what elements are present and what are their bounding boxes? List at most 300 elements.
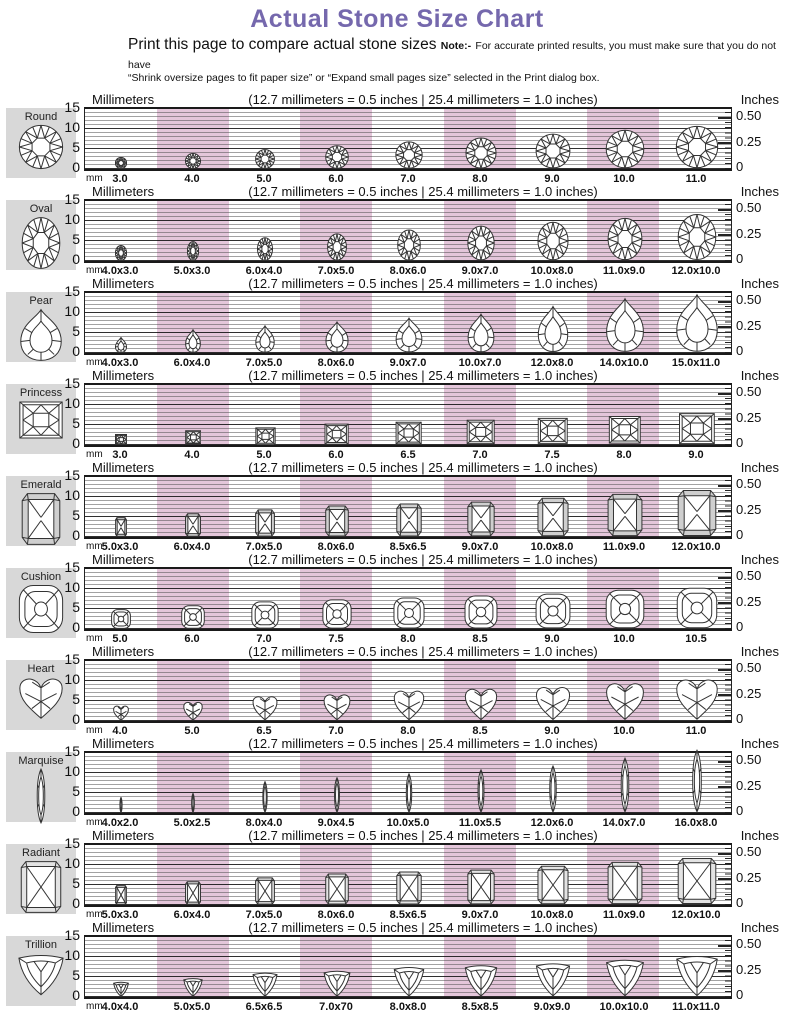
- size-label: 8.5x6.5: [372, 541, 444, 553]
- size-label: 11.0x9.0: [588, 541, 660, 553]
- mm-tick-0: 0: [56, 528, 80, 542]
- inches-header: Inches: [741, 460, 779, 475]
- size-label: 8.0: [372, 725, 444, 737]
- inch-tick-mark-025: [718, 326, 731, 328]
- note-label: Note:-: [441, 40, 471, 52]
- millimeters-header: Millimeters: [92, 184, 154, 199]
- mm-tick-0: 0: [56, 712, 80, 726]
- size-label: 7.0: [300, 725, 372, 737]
- heart-stone-illustration: [535, 685, 571, 721]
- size-label: 8.0x6.0: [300, 541, 372, 553]
- princess-stone-illustration: [395, 421, 422, 445]
- inch-tick-050: 0.50: [736, 661, 761, 675]
- chart-header: [84, 92, 732, 107]
- size-label: 4.0x2.0: [84, 817, 156, 829]
- inch-ruler-ticks: [725, 848, 731, 905]
- shape-row: [0, 644, 794, 736]
- stone-size-chart-page: [0, 6, 794, 1030]
- chart-header: [84, 828, 732, 843]
- inches-header: Inches: [741, 552, 779, 567]
- inches-header: Inches: [741, 736, 779, 751]
- mm-tick-10: 10: [56, 580, 80, 594]
- shape-row: [0, 828, 794, 920]
- inch-tick-0: 0: [736, 160, 743, 174]
- heart-stone-illustration: [113, 705, 129, 721]
- ruler-chart: [84, 276, 732, 369]
- ruler-plot: [84, 751, 732, 815]
- size-label: 12.0x10.0: [660, 541, 732, 553]
- conversion-note: (12.7 millimeters = 0.5 inches | 25.4 millimeters = 1.0 inches): [84, 368, 762, 383]
- shape-name: Round: [6, 108, 76, 123]
- mm-tick-0: 0: [56, 896, 80, 910]
- size-label: 6.0x4.0: [156, 909, 228, 921]
- round-stone-illustration: [255, 149, 275, 169]
- size-labels-row: [84, 999, 732, 1013]
- inch-tick-025: 0.25: [736, 595, 761, 609]
- millimeters-header: Millimeters: [92, 552, 154, 567]
- inch-tick-mark-050: [718, 117, 731, 119]
- shape-row: [0, 552, 794, 644]
- inch-ruler-ticks: [725, 940, 731, 997]
- mm-tick-0: 0: [56, 160, 80, 174]
- size-label: 6.0x4.0: [156, 357, 228, 369]
- cushion-stone-illustration: [181, 605, 205, 629]
- size-label: 8.5: [444, 633, 516, 645]
- size-label: 12.0x10.0: [660, 909, 732, 921]
- trillion-stone-illustration: [605, 957, 645, 997]
- size-label: 9.0: [660, 449, 732, 461]
- trillion-stone-illustration: [393, 965, 425, 997]
- shape-row: [0, 460, 794, 552]
- mm-tick-5: 5: [56, 140, 80, 154]
- inch-ruler-ticks: [725, 112, 731, 169]
- round-stone-illustration: [675, 125, 719, 169]
- inch-tick-0: 0: [736, 712, 743, 726]
- mm-tick-0: 0: [56, 436, 80, 450]
- size-labels-row: [84, 263, 732, 277]
- size-label: 4.0: [156, 173, 228, 185]
- marquise-stone-illustration: [470, 769, 492, 813]
- inches-header: Inches: [741, 368, 779, 383]
- cushion-stone-illustration: [464, 595, 498, 629]
- cushion-stone-illustration: [605, 589, 645, 629]
- size-label: 8.0: [444, 173, 516, 185]
- size-label: 12.0x10.0: [660, 265, 732, 277]
- oval-stone-illustration: [187, 241, 199, 261]
- radiant-stone-illustration: [467, 869, 495, 905]
- conversion-note: (12.7 millimeters = 0.5 inches | 25.4 millimeters = 1.0 inches): [84, 920, 762, 935]
- size-label: 12.0x6.0: [516, 817, 588, 829]
- mm-tick-10: 10: [56, 396, 80, 410]
- size-label: 6.5x6.5: [228, 1001, 300, 1013]
- shape-name: Marquise: [6, 752, 76, 767]
- inch-tick-025: 0.25: [736, 963, 761, 977]
- conversion-note: (12.7 millimeters = 0.5 inches | 25.4 millimeters = 1.0 inches): [84, 276, 762, 291]
- size-label: 5.0: [228, 449, 300, 461]
- mm-unit-label: mm: [86, 449, 103, 460]
- mm-tick-5: 5: [56, 876, 80, 890]
- millimeters-header: Millimeters: [92, 920, 154, 935]
- subtitle: Print this page to compare actual stone sizes: [128, 36, 436, 53]
- size-label: 7.0: [444, 449, 516, 461]
- oval-stone-illustration: [607, 217, 643, 261]
- size-label: 8.0: [588, 449, 660, 461]
- ruler-plot: [84, 107, 732, 171]
- inch-tick-0: 0: [736, 436, 743, 450]
- inch-ruler-ticks: [725, 480, 731, 537]
- size-label: 7.0x5.0: [228, 357, 300, 369]
- inch-tick-050: 0.50: [736, 293, 761, 307]
- ruler-plot: [84, 475, 732, 539]
- inches-header: Inches: [741, 184, 779, 199]
- conversion-note: (12.7 millimeters = 0.5 inches | 25.4 millimeters = 1.0 inches): [84, 736, 762, 751]
- radiant-stone-illustration: [607, 861, 643, 905]
- size-label: 9.0: [516, 633, 588, 645]
- conversion-note: (12.7 millimeters = 0.5 inches | 25.4 millimeters = 1.0 inches): [84, 92, 762, 107]
- cushion-stone-illustration: [322, 599, 352, 629]
- round-stone-illustration: [535, 133, 571, 169]
- size-labels-row: [84, 447, 732, 461]
- inch-tick-025: 0.25: [736, 319, 761, 333]
- size-labels-row: [84, 539, 732, 553]
- mm-tick-15: 15: [56, 652, 80, 666]
- size-label: 10.0: [588, 725, 660, 737]
- inch-ruler-ticks: [725, 204, 731, 261]
- mm-unit-label: mm: [86, 817, 103, 828]
- size-label: 5.0x5.0: [156, 1001, 228, 1013]
- size-label: 8.0x6.0: [372, 265, 444, 277]
- pear-stone-illustration: [467, 313, 495, 353]
- inches-header: Inches: [741, 92, 779, 107]
- inch-tick-025: 0.25: [736, 779, 761, 793]
- round-stone-illustration: [605, 129, 645, 169]
- size-label: 8.0x6.0: [300, 909, 372, 921]
- princess-stone-illustration: [608, 415, 642, 445]
- millimeters-header: Millimeters: [92, 92, 154, 107]
- marquise-stone-illustration: [611, 757, 639, 813]
- ruler-plot: [84, 291, 732, 355]
- inch-tick-mark-025: [718, 878, 731, 880]
- shape-name: Emerald: [6, 476, 76, 491]
- ruler-chart: [84, 920, 732, 1013]
- heart-stone-illustration: [393, 689, 425, 721]
- ruler-plot: [84, 935, 732, 999]
- marquise-stone-illustration: [399, 773, 419, 813]
- shape-name: Cushion: [6, 568, 76, 583]
- size-label: 6.0x4.0: [156, 541, 228, 553]
- cushion-stone-illustration: [251, 601, 279, 629]
- conversion-note: (12.7 millimeters = 0.5 inches | 25.4 millimeters = 1.0 inches): [84, 184, 762, 199]
- shape-row: [0, 276, 794, 368]
- size-label: 8.0x6.0: [300, 357, 372, 369]
- size-label: 14.0x10.0: [588, 357, 660, 369]
- ruler-chart: [84, 460, 732, 553]
- size-label: 9.0x4.5: [300, 817, 372, 829]
- inch-tick-050: 0.50: [736, 385, 761, 399]
- inch-tick-mark-050: [718, 761, 731, 763]
- shape-row: [0, 920, 794, 1012]
- princess-stone-illustration: [324, 423, 349, 445]
- inch-tick-mark-050: [718, 669, 731, 671]
- size-labels-row: [84, 723, 732, 737]
- inch-ruler-ticks: [725, 572, 731, 629]
- size-label: 6.0: [300, 449, 372, 461]
- princess-stone-illustration: [255, 427, 276, 446]
- inch-tick-mark-050: [718, 485, 731, 487]
- size-label: 9.0: [516, 725, 588, 737]
- inch-ruler-ticks: [725, 296, 731, 353]
- inch-tick-025: 0.25: [736, 227, 761, 241]
- emerald-stone-illustration: [396, 503, 422, 537]
- size-label: 4.0x4.0: [84, 1001, 156, 1013]
- inch-tick-050: 0.50: [736, 937, 761, 951]
- pear-stone-illustration: [605, 297, 645, 353]
- size-label: 11.0x9.0: [588, 265, 660, 277]
- inch-tick-025: 0.25: [736, 135, 761, 149]
- inch-tick-050: 0.50: [736, 845, 761, 859]
- mm-tick-10: 10: [56, 304, 80, 318]
- inch-tick-050: 0.50: [736, 201, 761, 215]
- size-label: 6.5: [228, 725, 300, 737]
- ruler-chart: [84, 92, 732, 185]
- inches-header: Inches: [741, 828, 779, 843]
- marquise-stone-illustration: [541, 765, 565, 813]
- trillion-stone-illustration: [535, 961, 571, 997]
- size-label: 7.0x5.0: [228, 909, 300, 921]
- size-label: 9.0x9.0: [516, 1001, 588, 1013]
- mm-unit-label: mm: [86, 357, 103, 368]
- mm-tick-15: 15: [56, 560, 80, 574]
- size-label: 7.0x5.0: [228, 541, 300, 553]
- oval-stone-illustration: [537, 221, 569, 261]
- radiant-stone-illustration: [677, 857, 717, 905]
- inch-ruler-ticks: [725, 664, 731, 721]
- inch-tick-mark-050: [718, 301, 731, 303]
- size-label: 8.5x8.5: [444, 1001, 516, 1013]
- round-stone-illustration: [325, 145, 349, 169]
- inch-tick-mark-025: [718, 234, 731, 236]
- shape-name: Radiant: [6, 844, 76, 859]
- shape-row: [0, 368, 794, 460]
- conversion-note: (12.7 millimeters = 0.5 inches | 25.4 millimeters = 1.0 inches): [84, 552, 762, 567]
- size-label: 8.0x4.0: [228, 817, 300, 829]
- pear-stone-illustration: [395, 317, 423, 353]
- heart-stone-illustration: [675, 677, 719, 721]
- inch-tick-0: 0: [736, 896, 743, 910]
- inches-header: Inches: [741, 920, 779, 935]
- trillion-stone-illustration: [675, 953, 719, 997]
- mm-tick-5: 5: [56, 324, 80, 338]
- print-instructions: [128, 36, 794, 85]
- size-label: 10.0x8.0: [516, 909, 588, 921]
- round-stone-illustration: [115, 157, 127, 169]
- inch-tick-mark-050: [718, 209, 731, 211]
- note-line2: “Shrink oversize pages to fit paper size” or “Expand small pages size” selected in the Print dialog box.: [128, 72, 794, 85]
- size-labels-row: [84, 631, 732, 645]
- size-label: 7.5: [516, 449, 588, 461]
- mm-tick-5: 5: [56, 508, 80, 522]
- inches-header: Inches: [741, 276, 779, 291]
- mm-tick-0: 0: [56, 620, 80, 634]
- shape-name: Trillion: [6, 936, 76, 951]
- princess-stone-illustration: [185, 430, 202, 445]
- size-labels-row: [84, 815, 732, 829]
- mm-tick-10: 10: [56, 672, 80, 686]
- inches-header: Inches: [741, 644, 779, 659]
- size-label: 5.0: [84, 633, 156, 645]
- mm-tick-15: 15: [56, 744, 80, 758]
- size-label: 4.0x3.0: [84, 357, 156, 369]
- radiant-stone-illustration: [185, 881, 201, 905]
- inch-ruler-ticks: [725, 388, 731, 445]
- mm-tick-5: 5: [56, 416, 80, 430]
- inch-tick-mark-025: [718, 510, 731, 512]
- size-label: 10.0: [588, 633, 660, 645]
- mm-tick-15: 15: [56, 468, 80, 482]
- ruler-plot: [84, 199, 732, 263]
- size-label: 6.0: [156, 633, 228, 645]
- cushion-stone-illustration: [393, 597, 425, 629]
- inch-tick-025: 0.25: [736, 503, 761, 517]
- mm-tick-10: 10: [56, 948, 80, 962]
- page-title: Actual Stone Size Chart: [0, 6, 794, 33]
- size-label: 8.0x8.0: [372, 1001, 444, 1013]
- mm-unit-label: mm: [86, 725, 103, 736]
- chart-header: [84, 460, 732, 475]
- pear-stone-illustration: [325, 321, 349, 353]
- size-label: 16.0x8.0: [660, 817, 732, 829]
- size-label: 4.0x3.0: [84, 265, 156, 277]
- inch-tick-mark-025: [718, 142, 731, 144]
- chart-header: [84, 184, 732, 199]
- size-label: 4.0: [156, 449, 228, 461]
- inch-tick-mark-025: [718, 602, 731, 604]
- size-label: 5.0: [228, 173, 300, 185]
- size-label: 7.0x5.0: [300, 265, 372, 277]
- heart-stone-illustration: [323, 693, 351, 721]
- cushion-stone-illustration: [111, 609, 131, 629]
- oval-stone-illustration: [397, 229, 421, 261]
- oval-stone-illustration: [467, 225, 495, 261]
- size-label: 9.0x7.0: [444, 909, 516, 921]
- mm-unit-label: mm: [86, 633, 103, 644]
- size-label: 7.5: [300, 633, 372, 645]
- size-label: 8.0: [372, 633, 444, 645]
- size-label: 6.0: [300, 173, 372, 185]
- mm-tick-10: 10: [56, 856, 80, 870]
- size-label: 7.0x70: [300, 1001, 372, 1013]
- emerald-stone-illustration: [677, 489, 717, 537]
- mm-unit-label: mm: [86, 1001, 103, 1012]
- mm-tick-5: 5: [56, 968, 80, 982]
- radiant-stone-illustration: [115, 885, 127, 905]
- pear-stone-illustration: [255, 325, 275, 353]
- mm-tick-10: 10: [56, 764, 80, 778]
- inch-tick-050: 0.50: [736, 109, 761, 123]
- size-labels-row: [84, 171, 732, 185]
- mm-tick-0: 0: [56, 344, 80, 358]
- shape-name: Princess: [6, 384, 76, 399]
- size-label: 4.0: [84, 725, 156, 737]
- ruler-chart: [84, 828, 732, 921]
- radiant-stone-illustration: [396, 871, 422, 905]
- cushion-stone-illustration: [676, 587, 718, 629]
- inch-tick-mark-025: [718, 786, 731, 788]
- inch-tick-025: 0.25: [736, 687, 761, 701]
- radiant-stone-illustration: [537, 865, 569, 905]
- mm-tick-0: 0: [56, 252, 80, 266]
- pear-stone-illustration: [537, 305, 569, 353]
- inch-tick-025: 0.25: [736, 871, 761, 885]
- conversion-note: (12.7 millimeters = 0.5 inches | 25.4 millimeters = 1.0 inches): [84, 828, 762, 843]
- shape-name: Heart: [6, 660, 76, 675]
- size-label: 10.0: [588, 173, 660, 185]
- mm-tick-10: 10: [56, 212, 80, 226]
- size-label: 9.0x7.0: [444, 265, 516, 277]
- size-label: 14.0x7.0: [588, 817, 660, 829]
- mm-tick-5: 5: [56, 232, 80, 246]
- pear-stone-illustration: [185, 329, 201, 353]
- chart-header: [84, 368, 732, 383]
- size-label: 7.0: [372, 173, 444, 185]
- mm-unit-label: mm: [86, 909, 103, 920]
- size-label: 10.0x5.0: [372, 817, 444, 829]
- size-label: 10.0x7.0: [444, 357, 516, 369]
- size-label: 3.0: [84, 449, 156, 461]
- mm-tick-15: 15: [56, 100, 80, 114]
- trillion-stone-illustration: [252, 971, 278, 997]
- size-labels-row: [84, 355, 732, 369]
- millimeters-header: Millimeters: [92, 460, 154, 475]
- size-label: 10.0x8.0: [516, 265, 588, 277]
- inch-tick-050: 0.50: [736, 569, 761, 583]
- conversion-note: (12.7 millimeters = 0.5 inches | 25.4 millimeters = 1.0 inches): [84, 460, 762, 475]
- emerald-stone-illustration: [325, 505, 349, 537]
- size-label: 3.0: [84, 173, 156, 185]
- inch-tick-mark-050: [718, 945, 731, 947]
- mm-tick-15: 15: [56, 376, 80, 390]
- chart-header: [84, 644, 732, 659]
- shape-row: [0, 736, 794, 828]
- millimeters-header: Millimeters: [92, 368, 154, 383]
- round-stone-illustration: [465, 137, 497, 169]
- round-stone-illustration: [395, 141, 423, 169]
- ruler-chart: [84, 368, 732, 461]
- ruler-plot: [84, 567, 732, 631]
- princess-stone-illustration: [537, 417, 569, 445]
- radiant-stone-illustration: [325, 873, 349, 905]
- shape-name: Pear: [6, 292, 76, 307]
- millimeters-header: Millimeters: [92, 276, 154, 291]
- size-label: 9.0: [516, 173, 588, 185]
- inch-ruler-ticks: [725, 756, 731, 813]
- inch-tick-mark-050: [718, 577, 731, 579]
- mm-tick-5: 5: [56, 692, 80, 706]
- millimeters-header: Millimeters: [92, 828, 154, 843]
- mm-unit-label: mm: [86, 265, 103, 276]
- size-label: 10.5: [660, 633, 732, 645]
- oval-stone-illustration: [677, 213, 717, 261]
- size-label: 6.0x4.0: [228, 265, 300, 277]
- marquise-stone-illustration: [188, 793, 198, 813]
- inch-tick-0: 0: [736, 252, 743, 266]
- cushion-stone-illustration: [535, 593, 571, 629]
- size-label: 10.0x10.0: [588, 1001, 660, 1013]
- size-label: 5.0: [156, 725, 228, 737]
- size-label: 5.0x3.0: [156, 265, 228, 277]
- heart-stone-illustration: [183, 701, 203, 721]
- inch-tick-0: 0: [736, 804, 743, 818]
